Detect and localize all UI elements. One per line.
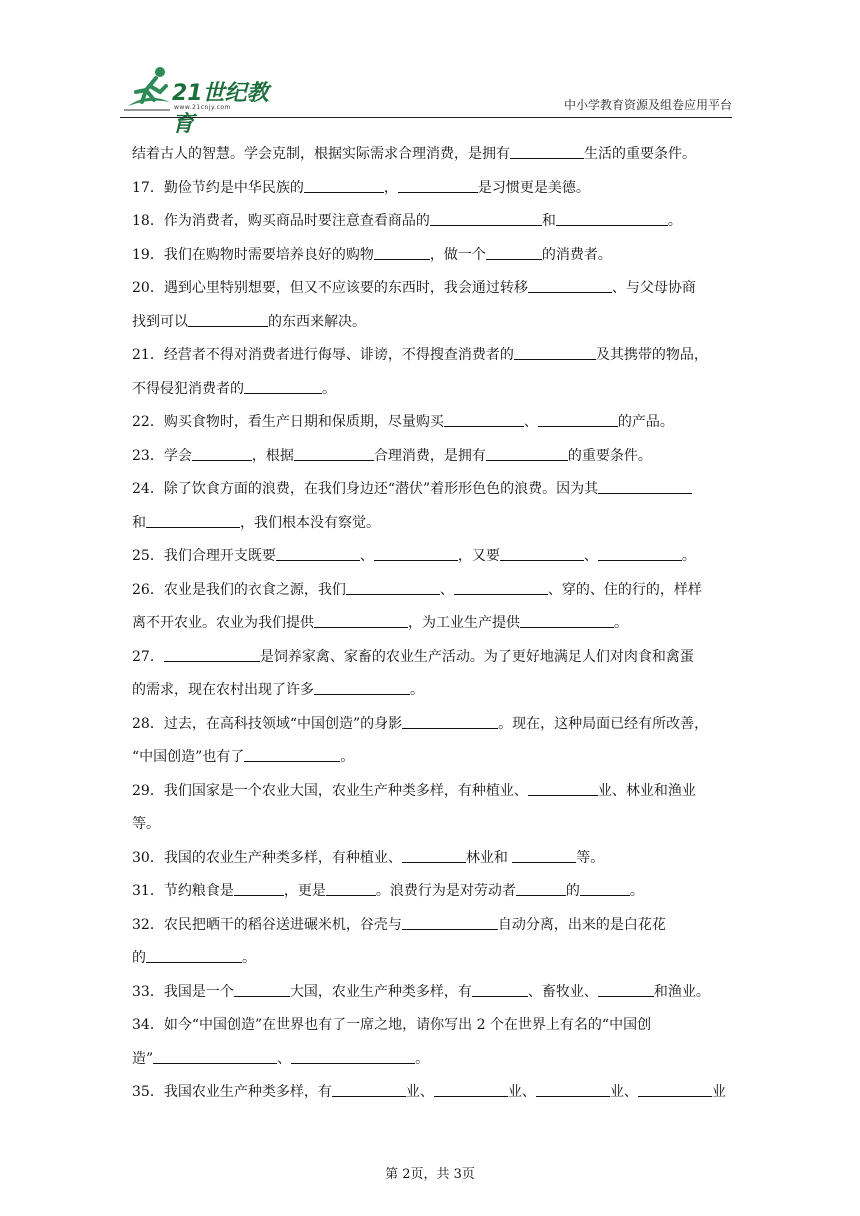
line-text: 业 (711, 1084, 726, 1100)
answer-blank[interactable] (486, 446, 568, 461)
line-text: 19．我们在购物时需要培养良好的购物 (132, 246, 374, 263)
line-text: 业、 (405, 1084, 434, 1100)
answer-blank[interactable] (580, 881, 630, 896)
line-text: 33．我国是一个 (132, 983, 234, 1000)
answer-blank[interactable] (528, 781, 598, 796)
text-line (132, 507, 732, 541)
answer-blank[interactable] (346, 580, 440, 595)
answer-blank[interactable] (294, 446, 374, 461)
line-text: “中国创造”也有了 (132, 749, 245, 765)
platform-name: 中小学教育资源及组卷应用平台 (563, 98, 732, 112)
line-text: 32．农民把晒干的稻谷送进碾米机，谷壳与 (132, 916, 402, 933)
page-number: 第 2页，共 3页 (385, 1167, 475, 1182)
answer-blank[interactable] (598, 546, 682, 561)
text-line (132, 574, 732, 608)
line-text: 、 (359, 548, 374, 564)
answer-blank[interactable] (472, 982, 528, 997)
answer-blank[interactable] (402, 714, 498, 729)
answer-blank[interactable] (291, 1049, 415, 1064)
text-line (132, 406, 732, 440)
line-text: 17．勤俭节约是中华民族的 (132, 179, 304, 196)
answer-blank[interactable] (153, 1049, 277, 1064)
line-text: 。 (242, 950, 256, 966)
line-text: 的 (132, 950, 146, 966)
line-text: 21．经营者不得对消费者进行侮辱、诽谤，不得搜查消费者的 (132, 347, 514, 363)
header-divider (120, 117, 732, 118)
answer-blank[interactable] (512, 848, 576, 863)
answer-blank[interactable] (538, 412, 618, 427)
answer-blank[interactable] (520, 613, 614, 628)
line-text: 结着古人的智慧。学会克制，根据实际需求合理消费，是拥有 (132, 146, 510, 162)
text-line (132, 1009, 732, 1043)
line-text: 、畜牧业、 (527, 983, 598, 1000)
line-text: 、与父母协商 (611, 280, 696, 296)
line-text: 业、 (507, 1084, 536, 1100)
text-line (132, 607, 732, 641)
line-text: 28．过去，在高科技领域“中国创造”的身影 (132, 715, 403, 732)
answer-blank[interactable] (444, 412, 524, 427)
answer-blank[interactable] (402, 915, 498, 930)
line-text: 离不开农业。农业为我们提供 (132, 615, 314, 631)
answer-blank[interactable] (598, 479, 692, 494)
line-text: 。 (667, 213, 682, 229)
line-text: 20．遇到心里特别想要，但又不应该要的东西时，我会通过转移 (132, 280, 528, 296)
line-text: 、 (439, 581, 454, 598)
line-text: 29．我们国家是一个农业大国，农业生产种类多样，有种植业、 (132, 782, 528, 799)
line-text: 和 (541, 213, 556, 229)
line-text: 30．我国的农业生产种类多样，有种植业、 (132, 849, 402, 866)
answer-blank[interactable] (500, 546, 584, 561)
answer-blank[interactable] (244, 747, 340, 762)
line-text: 、穿的、住的行的，样样 (547, 581, 702, 598)
line-text: 林业和 (465, 849, 513, 866)
text-line (132, 741, 732, 775)
line-text: 的需求，现在农村出现了许多 (132, 682, 314, 698)
line-text: 找到可以 (132, 313, 188, 330)
line-text: 。 (614, 615, 628, 631)
answer-blank[interactable] (536, 1082, 610, 1097)
text-line (132, 1043, 732, 1077)
line-text: 不得侵犯消费者的 (132, 380, 244, 397)
text-line (132, 976, 732, 1010)
line-text: 和渔业。 (653, 983, 710, 1000)
logo (120, 62, 290, 137)
line-text: ，做一个 (429, 246, 486, 263)
answer-blank[interactable] (434, 1082, 508, 1097)
answer-blank[interactable] (276, 546, 360, 561)
answer-blank[interactable] (188, 312, 268, 327)
line-text: 是饲养家禽、家畜的农业生产活动。为了更好地满足人们对肉食和禽蛋 (259, 648, 694, 665)
answer-blank[interactable] (454, 580, 548, 595)
text-line (132, 339, 732, 373)
answer-blank[interactable] (304, 178, 384, 193)
logo-text: 21世纪教育 (172, 81, 269, 137)
line-text: 造” (132, 1050, 154, 1067)
line-text: 。浪费行为是对劳动者 (375, 883, 516, 899)
question-list (132, 138, 732, 1110)
text-line (132, 138, 732, 172)
line-text: 。 (681, 548, 696, 564)
line-text: 24．除了饮食方面的浪费，在我们身边还“潜伏”着形形色色的浪费。因为其 (132, 481, 599, 497)
line-text: 。 (322, 380, 336, 397)
line-text: 26．农业是我们的衣食之源，我们 (132, 581, 346, 598)
text-line (132, 473, 732, 507)
answer-blank[interactable] (486, 245, 542, 260)
text-line (132, 775, 732, 809)
answer-blank[interactable] (514, 345, 596, 360)
text-line (132, 674, 732, 708)
line-text: 、 (523, 414, 538, 430)
text-line (132, 540, 732, 574)
text-line (132, 440, 732, 474)
line-text: 的东西来解决。 (268, 313, 366, 330)
answer-blank[interactable] (374, 245, 430, 260)
line-text: 34．如今“中国创造”在世界也有了一席之地，请你写出 2 个在世界上有名的“中国创 (132, 1017, 652, 1033)
answer-blank[interactable] (528, 278, 612, 293)
line-text: 。 (415, 1050, 430, 1067)
answer-blank[interactable] (374, 546, 458, 561)
text-line (132, 875, 732, 909)
line-text: 等。 (576, 849, 605, 866)
answer-blank[interactable] (234, 881, 284, 896)
answer-blank[interactable] (244, 379, 322, 394)
line-text: ，我们根本没有察觉。 (240, 514, 380, 531)
text-line (132, 708, 732, 742)
runner-icon (120, 62, 176, 118)
line-text: 的消费者。 (541, 246, 612, 263)
text-line (132, 1076, 732, 1110)
line-text: 35．我国农业生产种类多样，有 (132, 1084, 332, 1100)
line-text: 、 (583, 548, 598, 564)
answer-blank[interactable] (598, 982, 654, 997)
logo-url: www.21cnjy.com (174, 104, 231, 111)
answer-blank[interactable] (638, 1082, 712, 1097)
line-text: 。 (340, 749, 355, 765)
line-text: 和 (132, 514, 146, 531)
text-line (132, 942, 732, 976)
answer-blank[interactable] (326, 881, 376, 896)
text-line (132, 808, 732, 842)
answer-blank[interactable] (146, 948, 242, 963)
answer-blank[interactable] (332, 1082, 406, 1097)
line-text: ，又要 (457, 548, 500, 564)
text-line (132, 239, 732, 273)
answer-blank[interactable] (430, 211, 542, 226)
line-text: 自动分离，出来的是白花花 (497, 916, 666, 933)
text-line (132, 842, 732, 876)
answer-blank[interactable] (398, 178, 478, 193)
text-line (132, 641, 732, 675)
answer-blank[interactable] (146, 513, 240, 528)
line-text: 18．作为消费者，购买商品时要注意查看商品的 (132, 213, 430, 229)
text-line (132, 909, 732, 943)
line-text: 生活的重要条件。 (584, 146, 696, 162)
text-line (132, 272, 732, 306)
text-line (132, 306, 732, 340)
line-text: 23．学会 (132, 447, 192, 464)
answer-blank[interactable] (402, 848, 466, 863)
line-text: 业、 (609, 1084, 638, 1100)
answer-blank[interactable] (314, 680, 410, 695)
line-text: 业、林业和渔业 (597, 782, 696, 799)
line-text: 大国，农业生产种类多样，有 (289, 983, 472, 1000)
line-text: 及其携带的物品， (595, 347, 708, 363)
line-text: 31．节约粮食是 (132, 883, 234, 899)
line-text: 合理消费，是拥有 (373, 447, 486, 464)
answer-blank[interactable] (234, 982, 290, 997)
answer-blank[interactable] (192, 446, 252, 461)
text-line (132, 373, 732, 407)
answer-blank[interactable] (556, 211, 668, 226)
line-text: ，更是 (283, 883, 326, 899)
answer-blank[interactable] (516, 881, 566, 896)
line-text: 22．购买食物时，看生产日期和保质期，尽量购买 (132, 414, 444, 430)
line-text: 。 (410, 682, 424, 698)
line-text: 等。 (132, 816, 160, 832)
line-text: 。 (629, 883, 644, 899)
answer-blank[interactable] (314, 613, 408, 628)
text-line (132, 205, 732, 239)
line-text: ，根据 (251, 447, 294, 464)
line-text: ，为工业生产提供 (408, 615, 520, 631)
line-text: 、 (277, 1050, 292, 1067)
line-text: ， (383, 179, 398, 196)
text-line (132, 172, 732, 206)
line-text: 。现在，这种局面已经有所改善， (498, 715, 709, 732)
line-text: 的 (565, 883, 580, 899)
answer-blank[interactable] (510, 144, 584, 159)
line-text: 的重要条件。 (567, 447, 652, 464)
line-text: 27． (132, 648, 164, 665)
answer-blank[interactable] (164, 647, 260, 662)
line-text: 的产品。 (617, 414, 674, 430)
line-text: 25．我们合理开支既要 (132, 548, 276, 564)
page-header (120, 62, 732, 137)
line-text: 是习惯更是美德。 (477, 179, 590, 196)
